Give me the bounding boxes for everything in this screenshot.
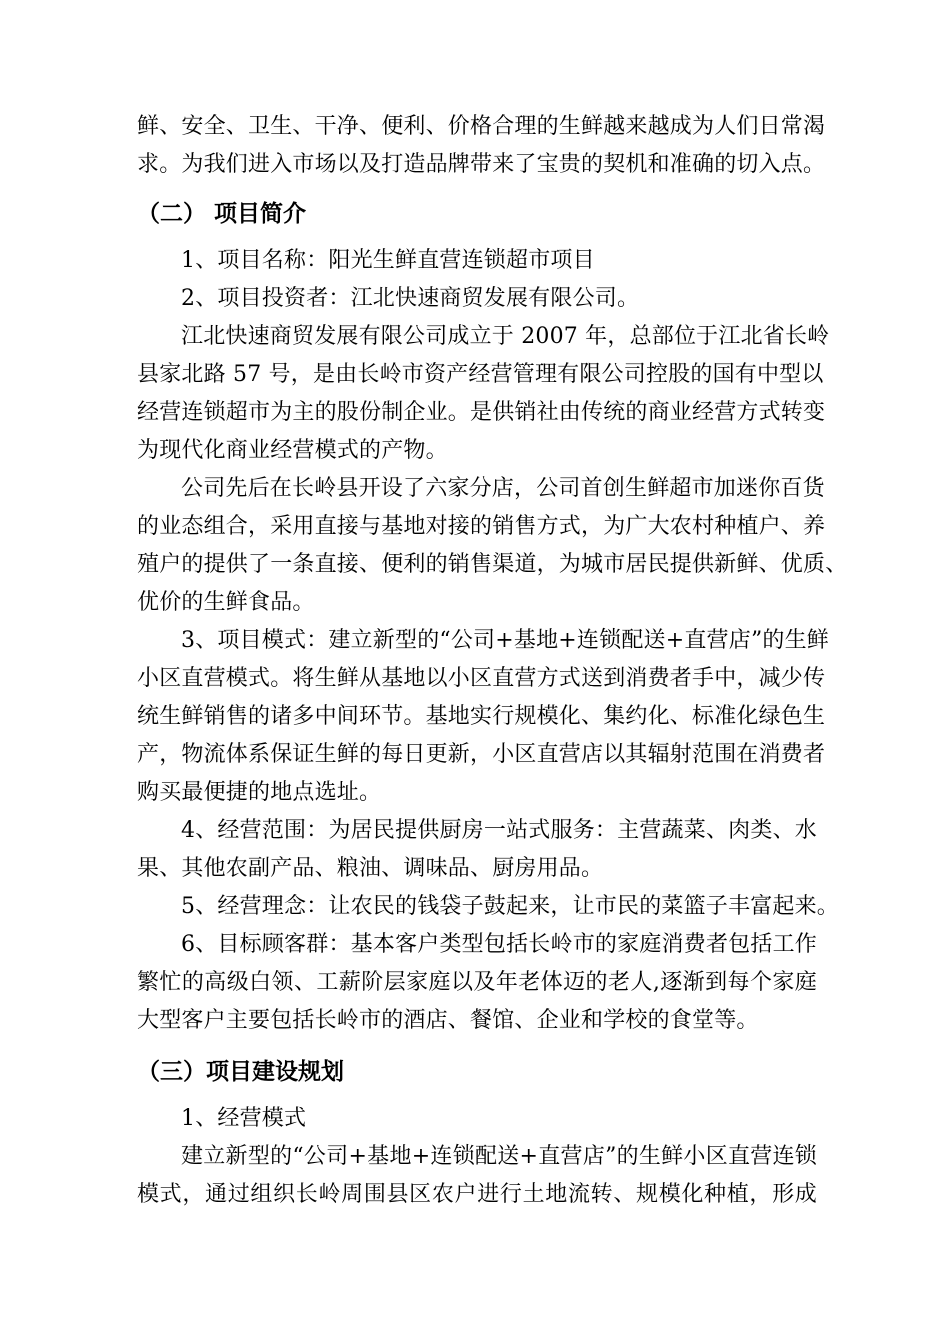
- section-heading-construction-plan: （三）项目建设规划: [137, 1059, 344, 1085]
- target-customers-paragraph: [137, 926, 817, 1040]
- text-line: 小区直营模式。将生鲜从基地以小区直营方式送到消费者手中，减少传: [137, 666, 826, 691]
- stores-paragraph: [137, 470, 848, 622]
- text-line: 建立新型的“公司+基地+连锁配送+直营店”的生鲜小区直营连锁: [181, 1144, 817, 1169]
- project-model-paragraph: [137, 622, 829, 812]
- text-line: 购买最便捷的地点选址。: [137, 780, 382, 805]
- text-line: 求。为我们进入市场以及打造品牌带来了宝贵的契机和准确的切入点。: [137, 152, 826, 177]
- text-line: 大型客户主要包括长岭市的酒店、餐馆、企业和学校的食堂等。: [137, 1008, 759, 1033]
- intro-paragraph: [137, 108, 826, 184]
- text-line: 统生鲜销售的诸多中间环节。基地实行规模化、集约化、标准化绿色生: [137, 704, 826, 729]
- company-paragraph: [137, 318, 830, 470]
- text-line: 产，物流体系保证生鲜的每日更新，小区直营店以其辐射范围在消费者: [137, 742, 826, 767]
- text-line: 为现代化商业经营模式的产物。: [137, 438, 448, 463]
- section-heading-project-intro: （二） 项目简介: [137, 201, 307, 227]
- text-line: 经营连锁超市为主的股份制企业。是供销社由传统的商业经营方式转变: [137, 400, 826, 425]
- text-line: 4、经营范围：为居民提供厨房一站式服务：主营蔬菜、肉类、水: [181, 818, 817, 843]
- document-page: [137, 108, 848, 1214]
- text-line: 县家北路 57 号，是由长岭市资产经营管理有限公司控股的国有中型以: [137, 362, 824, 387]
- text-line: 繁忙的高级白领、工薪阶层家庭以及年老体迈的老人,逐渐到每个家庭: [137, 970, 817, 995]
- project-name-item: 1、项目名称：阳光生鲜直营连锁超市项目: [181, 248, 595, 273]
- text-line: 3、项目模式：建立新型的“公司+基地+连锁配送+直营店”的生鲜: [181, 628, 829, 653]
- project-investor-item: 2、项目投资者：江北快速商贸发展有限公司。: [181, 286, 640, 311]
- business-model-paragraph: [137, 1138, 817, 1214]
- text-line: 鲜、安全、卫生、干净、便利、价格合理的生鲜越来越成为人们日常渴: [137, 114, 826, 139]
- business-philosophy-item: 5、经营理念：让农民的钱袋子鼓起来，让市民的菜篮子丰富起来。: [181, 894, 839, 919]
- text-line: 公司先后在长岭县开设了六家分店，公司首创生鲜超市加迷你百货: [181, 476, 825, 501]
- business-scope-paragraph: [137, 812, 817, 888]
- text-line: 6、目标顾客群：基本客户类型包括长岭市的家庭消费者包括工作: [181, 932, 817, 957]
- text-line: 模式，通过组织长岭周围县区农户进行土地流转、规模化种植，形成: [137, 1182, 817, 1207]
- text-line: 果、其他农副产品、粮油、调味品、厨房用品。: [137, 856, 604, 881]
- text-line: 的业态组合，采用直接与基地对接的销售方式，为广大农村种植户、养: [137, 514, 826, 539]
- text-line: 优价的生鲜食品。: [137, 590, 315, 615]
- business-model-item: 1、经营模式: [181, 1106, 307, 1131]
- text-line: 江北快速商贸发展有限公司成立于 2007 年，总部位于江北省长岭: [181, 324, 830, 349]
- text-line: 殖户的提供了一条直接、便利的销售渠道，为城市居民提供新鲜、优质、: [137, 552, 848, 577]
